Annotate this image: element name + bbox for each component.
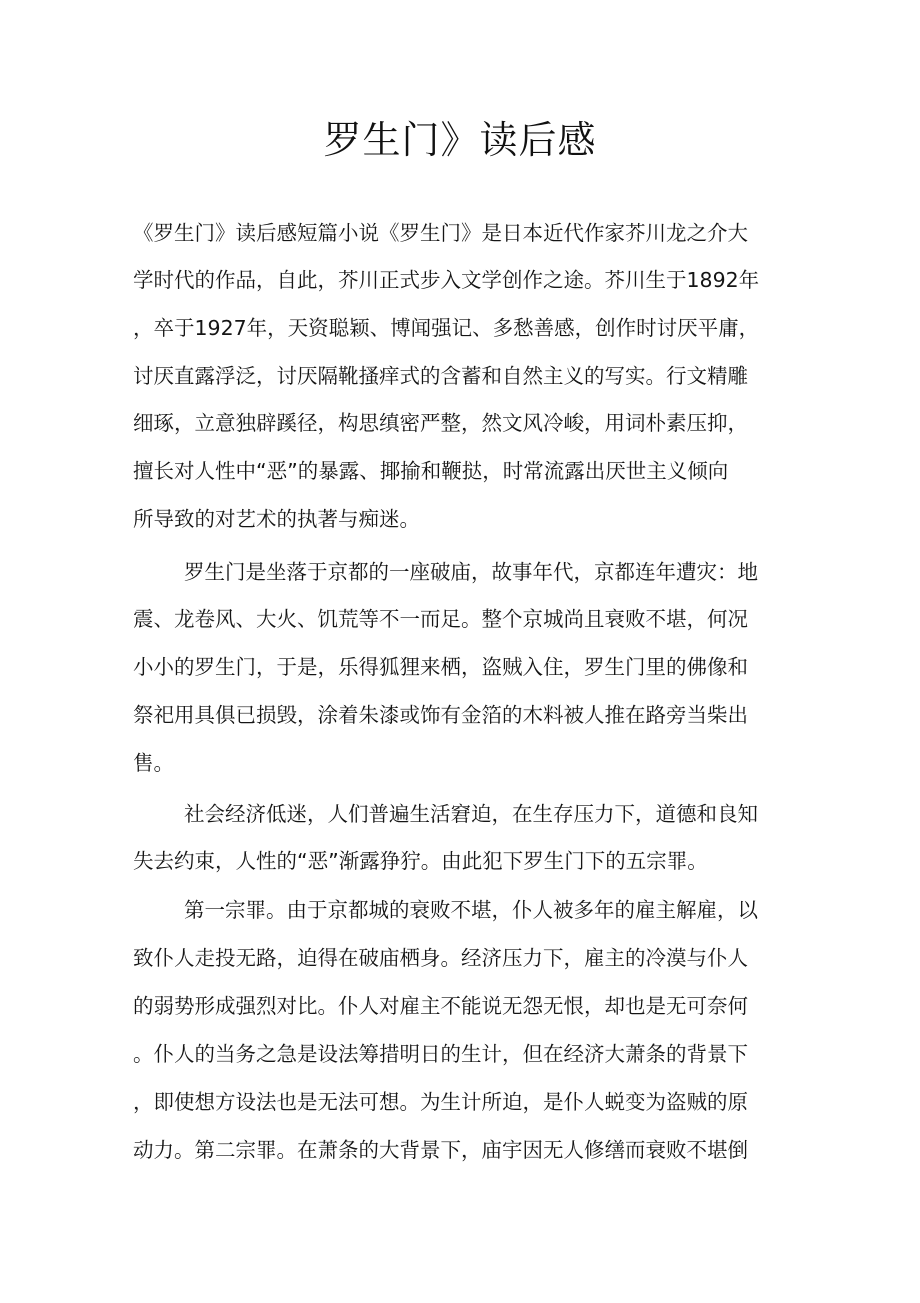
text-line: 《罗生门》读后感短篇小说《罗生门》是日本近代作家芥川龙之介大 <box>133 221 748 245</box>
text-line: 第一宗罪。由于京都城的衰败不堪，仆人被多年的雇主解雇，以 <box>184 898 758 922</box>
text-line: 所导致的对艺术的执著与痴迷。 <box>133 507 420 531</box>
text-line: ，即使想方设法也是无法可想。为生计所迫，是仆人蜕变为盗贼的原 <box>133 1090 748 1114</box>
text-line: 失去约束，人性的“恶”渐露狰狞。由此犯下罗生门下的五宗罪。 <box>133 849 708 873</box>
text-line: 动力。第二宗罪。在萧条的大背景下，庙宇因无人修缮而衰败不堪倒 <box>133 1138 748 1162</box>
text-line: 震、龙卷风、大火、饥荒等不一而足。整个京城尚且衰败不堪，何况 <box>133 607 748 631</box>
text-line: ，卒于1927年，天资聪颖、博闻强记、多愁善感，创作时讨厌平庸， <box>133 316 760 340</box>
text-line: 罗生门是坐落于京都的一座破庙，故事年代，京都连年遭灾：地 <box>184 560 758 584</box>
text-line: 致仆人走投无路，迫得在破庙栖身。经济压力下，雇主的冷漠与仆人 <box>133 946 748 970</box>
text-line: 祭祀用具俱已损毁，涂着朱漆或饰有金箔的木料被人推在路旁当柴出 <box>133 703 748 727</box>
text-line: 。仆人的当务之急是设法筹措明日的生计，但在经济大萧条的背景下 <box>133 1042 748 1066</box>
text-line: 细琢，立意独辟蹊径，构思缜密严整，然文风冷峻，用词朴素压抑， <box>133 411 748 435</box>
text-line: 售。 <box>133 751 174 775</box>
text-line: 社会经济低迷，人们普遍生活窘迫，在生存压力下，道德和良知 <box>184 802 758 826</box>
text-line: 的弱势形成强烈对比。仆人对雇主不能说无怨无恨，却也是无可奈何 <box>133 994 748 1018</box>
text-line: 讨厌直露浮泛，讨厌隔靴搔痒式的含蓄和自然主义的写实。行文精雕 <box>133 364 748 388</box>
text-line: 学时代的作品，自此，芥川正式步入文学创作之途。芥川生于1892年 <box>133 268 760 292</box>
text-line: 擅长对人性中“恶”的暴露、揶揄和鞭挞，时常流露出厌世主义倾向 <box>133 459 729 483</box>
document-title: 罗生门》读后感 <box>323 118 597 162</box>
text-line: 小小的罗生门，于是，乐得狐狸来栖，盗贼入住，罗生门里的佛像和 <box>133 655 748 679</box>
